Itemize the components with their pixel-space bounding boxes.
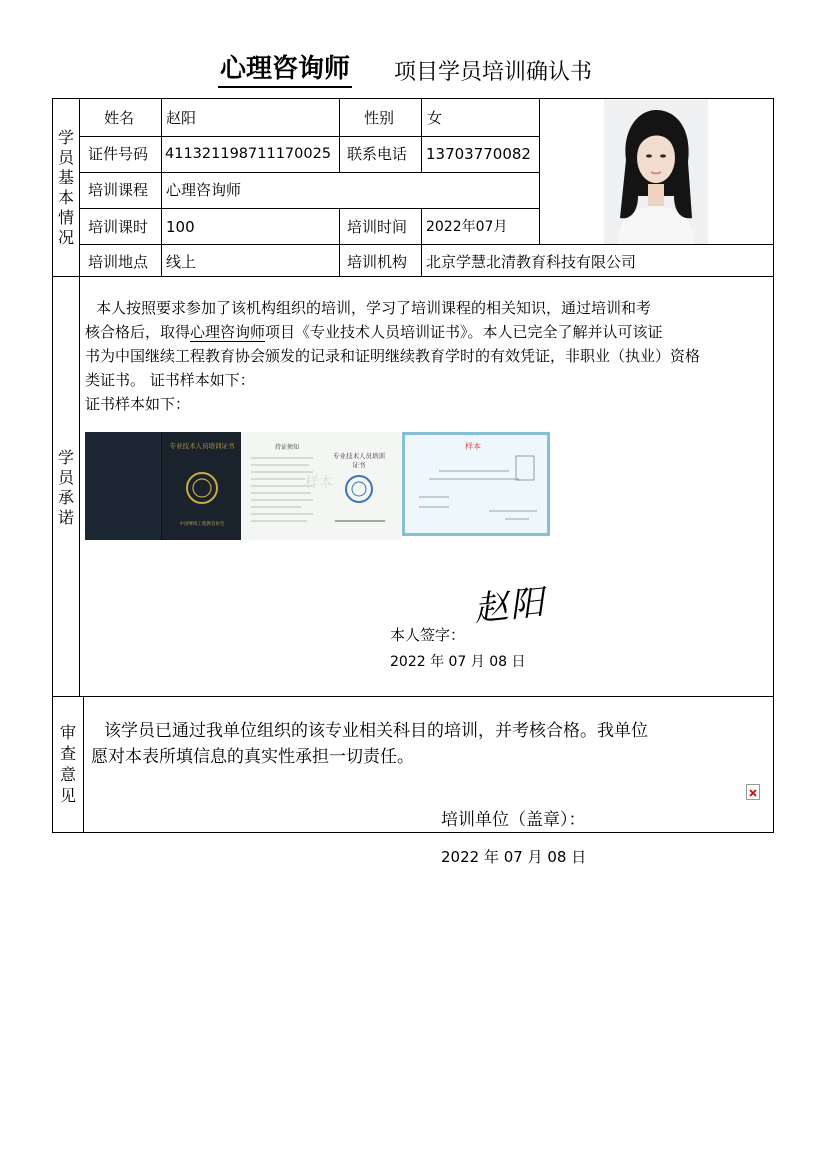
hours-value: 100 <box>166 218 195 236</box>
signature-label: 本人签字： <box>390 626 466 644</box>
place-value: 线上 <box>166 253 197 271</box>
pledge-line-1: 本人按照要求参加了该机构组织的培训，学习了培训课程的相关知识，通过培训和考 <box>96 299 652 317</box>
cert-sample-cover <box>161 432 242 540</box>
pledge-date: 2022 年 07 月 08 日 <box>390 654 526 670</box>
phone-value: 13703770082 <box>426 145 531 163</box>
cert-notice-heading: 持证须知 <box>275 444 300 451</box>
cert-notice-lines <box>251 454 315 534</box>
gender-value: 女 <box>427 109 443 127</box>
name-value: 赵阳 <box>166 109 197 127</box>
review-date: 2022 年 07 月 08 日 <box>441 848 587 866</box>
id-value: 411321198711170025 <box>165 146 332 162</box>
org-value: 北京学慧北清教育科技有限公司 <box>426 253 637 271</box>
place-label: 培训地点 <box>88 253 149 271</box>
cert-page-lines <box>419 467 539 527</box>
cert-cover-footer: 中国继续工程教育协会 <box>179 522 225 527</box>
section-label-student-info: 学 员 基 本 情 况 <box>57 128 74 247</box>
time-value: 2022年07月 <box>426 219 508 235</box>
pledge-line-3: 书为中国继续工程教育协会颁发的记录和证明继续教育学时的有效凭证，非职业（执业）资格 <box>85 347 701 365</box>
cert-sample-inside <box>241 432 401 540</box>
cert-sample-cover-back <box>85 432 163 540</box>
id-label: 证件号码 <box>88 145 149 163</box>
hours-label: 培训课时 <box>88 218 149 236</box>
signature-handwritten: 赵阳 <box>472 582 548 630</box>
cert-watermark: 样本 <box>305 475 333 491</box>
cert-inside-title: 专业技术人员培训证书 <box>333 452 385 469</box>
gender-label: 性别 <box>364 109 395 127</box>
pledge-line-5: 证书样本如下： <box>85 395 191 413</box>
name-label: 姓名 <box>104 109 135 127</box>
cert-cover-title: 专业技术人员培训证书 <box>169 442 235 450</box>
seal-label: 培训单位（盖章）： <box>441 810 586 830</box>
section-label-student-pledge: 学 员 承 诺 <box>57 448 74 527</box>
section-label-review: 审 查 意 见 <box>59 723 76 805</box>
time-label: 培训时间 <box>347 218 408 236</box>
course-label: 培训课程 <box>88 181 149 199</box>
pledge-line-4: 类证书。 证书样本如下： <box>85 371 255 389</box>
cert-sample-page <box>402 432 550 536</box>
review-line-2: 愿对本表所填信息的真实性承担一切责任。 <box>91 747 414 767</box>
org-label: 培训机构 <box>347 253 408 271</box>
broken-image-icon <box>746 784 760 800</box>
cert-seal-icon <box>344 474 374 504</box>
cert-emblem-icon <box>184 470 220 506</box>
student-photo <box>604 100 708 244</box>
course-value: 心理咨询师 <box>166 181 242 199</box>
document-title: 项目学员培训确认书 <box>394 60 593 85</box>
cert-footer-line <box>335 518 385 524</box>
review-line-1: 该学员已通过我单位组织的该专业相关科目的培训，并考核合格。我单位 <box>104 721 648 741</box>
pledge-line-2: 核合格后，取得心理咨询师项目《专业技术人员培训证书》。本人已完全了解并认可该证 <box>85 323 663 341</box>
pledge-course-name: 心理咨询师 <box>190 323 266 341</box>
cert-sample-stamp: 样本 <box>465 442 481 451</box>
course-title: 心理咨询师 <box>218 52 352 88</box>
phone-label: 联系电话 <box>347 145 408 163</box>
